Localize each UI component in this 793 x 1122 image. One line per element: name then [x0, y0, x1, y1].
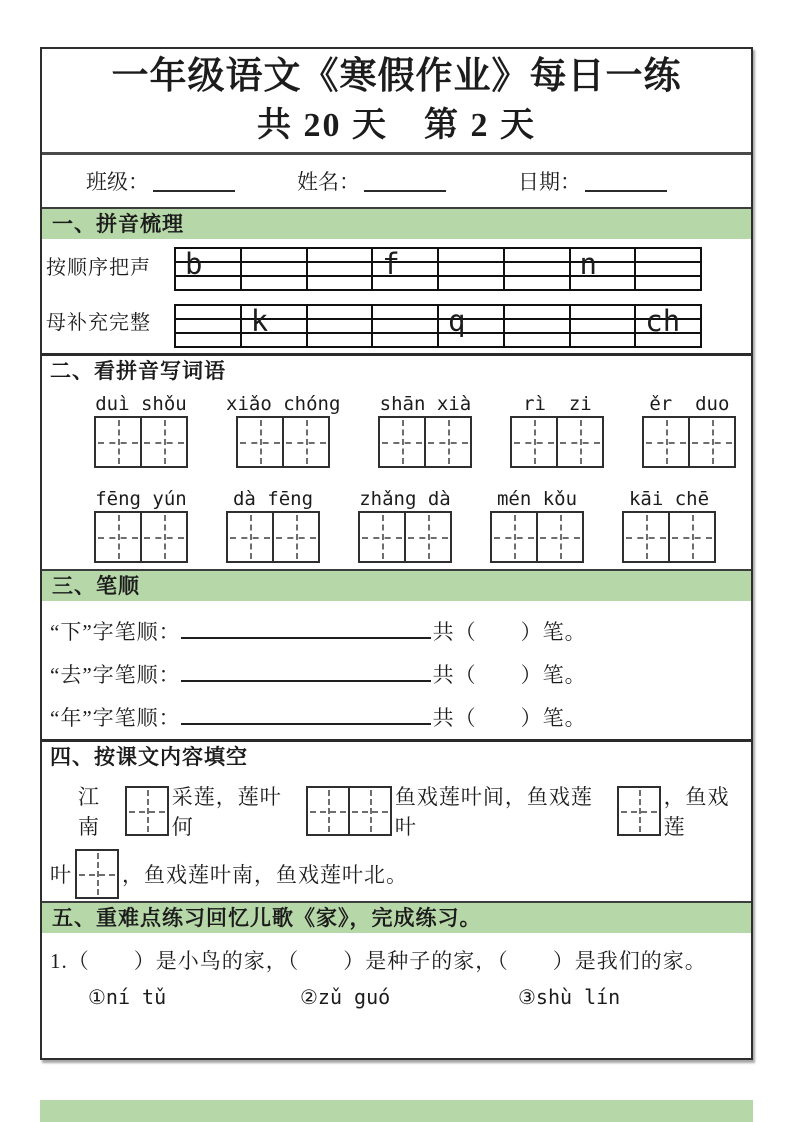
pinyin-grid-cell — [571, 249, 637, 289]
text-fragment: 采莲，莲叶何 — [171, 785, 282, 839]
hanzi-writing-box — [360, 513, 404, 561]
hanzi-writing-box — [140, 418, 186, 466]
hanzi-writing-box-pair — [622, 511, 716, 563]
student-info-row — [42, 155, 751, 207]
hanzi-fill-box-group — [617, 786, 661, 836]
pinyin-grid-cell — [439, 249, 505, 289]
stroke-order-prompt: “去”字笔顺： — [50, 663, 181, 687]
pinyin-word-label: shān xià — [379, 393, 472, 415]
pinyin-four-line-grid — [174, 247, 702, 291]
hanzi-writing-box — [556, 418, 602, 466]
section-pinyin-review — [42, 239, 751, 353]
section-stroke-order — [42, 601, 751, 739]
hanzi-writing-box — [644, 418, 688, 466]
pinyin-word-label: zhǎng dà — [359, 488, 451, 510]
pinyin-grid-cell — [373, 306, 439, 346]
side-note — [46, 247, 174, 353]
worksheet-page — [40, 47, 753, 1060]
hanzi-writing-box-pair — [378, 416, 472, 468]
pinyin-word-label: fēng yún — [95, 488, 187, 510]
hanzi-fill-box — [619, 788, 659, 834]
word-unit — [226, 487, 320, 563]
option-1: ①ní tǔ — [88, 985, 167, 1009]
page-title-line1: 一年级语文《寒假作业》每日一练 — [111, 56, 682, 97]
section-header-key-practice: 五、重难点练习回忆儿歌《家》，完成练习。 — [42, 901, 751, 933]
pinyin-grid-cell — [571, 306, 637, 346]
word-unit — [642, 392, 736, 468]
text-fragment: ，鱼戏莲 — [663, 785, 730, 839]
word-unit — [358, 487, 452, 563]
section-pinyin-to-words — [42, 387, 751, 569]
pinyin-grids — [174, 247, 702, 353]
pinyin-grid-cell — [505, 249, 571, 289]
hanzi-writing-box — [380, 418, 424, 466]
option-3: ③shù lín — [518, 985, 621, 1009]
stroke-count-suffix: 共（ ）笔。 — [432, 663, 587, 687]
pinyin-word-label: duì shǒu — [95, 393, 187, 415]
name-label: 姓名： — [297, 170, 360, 194]
hanzi-writing-box-pair — [358, 511, 452, 563]
word-unit — [510, 392, 604, 468]
class-label: 班级： — [86, 170, 149, 194]
hanzi-writing-box — [272, 513, 318, 561]
stroke-order-row — [50, 654, 751, 697]
stroke-count-suffix: 共（ ）笔。 — [432, 620, 587, 644]
pinyin-grid-cell — [505, 306, 571, 346]
word-unit — [622, 487, 716, 563]
pinyin-letter: q — [448, 304, 466, 339]
word-row-1 — [42, 392, 751, 468]
hanzi-writing-box-pair — [236, 416, 330, 468]
pinyin-grid-cell — [176, 249, 242, 289]
date-blank-line — [585, 170, 667, 192]
section-header-pinyin-review: 一、拼音梳理 — [42, 207, 751, 239]
side-note-line2: 母补充完整 — [46, 312, 151, 334]
hanzi-writing-box — [96, 513, 140, 561]
hanzi-writing-box — [668, 513, 714, 561]
answer-blank-line — [181, 705, 431, 725]
name-blank-line — [364, 170, 446, 192]
class-blank-line — [153, 170, 235, 192]
pinyin-grid-cell — [242, 306, 308, 346]
pinyin-letter: ch — [645, 304, 681, 339]
pinyin-grid-cell — [439, 306, 505, 346]
word-unit — [378, 392, 472, 468]
pinyin-grid-cell — [242, 249, 308, 289]
text-fragment: 叶 — [50, 863, 72, 887]
section-text-fill — [42, 773, 751, 901]
hanzi-writing-box-pair — [510, 416, 604, 468]
text-fragment: 鱼戏莲叶间，鱼戏莲叶 — [394, 785, 593, 839]
pinyin-letter: k — [250, 304, 269, 339]
stroke-order-prompt: “下”字笔顺： — [50, 620, 181, 644]
hanzi-writing-box — [404, 513, 450, 561]
hanzi-fill-box — [127, 788, 167, 834]
pinyin-letter: f — [382, 247, 400, 282]
hanzi-writing-box — [96, 418, 140, 466]
word-unit — [94, 392, 188, 468]
options-row — [50, 985, 751, 1009]
section-header-text-fill: 四、按课文内容填空 — [42, 739, 751, 773]
side-note-line1: 按顺序把声 — [46, 257, 151, 279]
fill-text-line — [42, 781, 751, 841]
pinyin-word-label: kāi chē — [628, 488, 710, 510]
answer-blank-line — [181, 619, 431, 639]
hanzi-writing-box — [282, 418, 328, 466]
text-fragment: 江南 — [78, 785, 100, 839]
section-header-stroke-order: 三、笔顺 — [42, 569, 751, 601]
pinyin-grid-cell — [176, 306, 242, 346]
pinyin-four-line-grid — [174, 304, 702, 348]
pinyin-word-label: mén kǒu — [496, 488, 578, 510]
pinyin-grid-cell — [308, 249, 374, 289]
next-section-strip — [40, 1100, 753, 1122]
stroke-order-row — [50, 611, 751, 654]
question-text: 1.（ ）是小鸟的家，（ ）是种子的家，（ ）是我们的家。 — [50, 949, 707, 973]
word-unit — [490, 487, 584, 563]
text-fragment: ，鱼戏莲叶南，鱼戏莲叶北。 — [122, 863, 408, 887]
stroke-count-suffix: 共（ ）笔。 — [432, 706, 587, 730]
hanzi-writing-box — [140, 513, 186, 561]
hanzi-writing-box — [424, 418, 470, 466]
word-unit — [226, 392, 340, 468]
hanzi-writing-box — [536, 513, 582, 561]
hanzi-fill-box — [348, 788, 390, 834]
answer-blank-line — [181, 662, 431, 682]
pinyin-letter: n — [579, 247, 597, 282]
title-block — [42, 49, 751, 155]
hanzi-writing-box — [688, 418, 734, 466]
pinyin-word-label: dà fēng — [232, 488, 314, 510]
date-label: 日期： — [518, 170, 581, 194]
pinyin-grid-cell — [636, 306, 700, 346]
stroke-order-row — [50, 697, 751, 740]
pinyin-grid-cell — [373, 249, 439, 289]
stroke-order-prompt: “年”字笔顺： — [50, 706, 181, 730]
hanzi-writing-box-pair — [642, 416, 736, 468]
section-header-pinyin-to-words: 二、看拼音写词语 — [42, 353, 751, 387]
pinyin-grid-cell — [636, 249, 700, 289]
hanzi-writing-box — [492, 513, 536, 561]
hanzi-fill-box-group — [306, 786, 392, 836]
hanzi-writing-box-pair — [94, 416, 188, 468]
fill-text-line — [42, 849, 751, 899]
word-row-2 — [42, 487, 751, 563]
hanzi-writing-box — [624, 513, 668, 561]
pinyin-word-label: rì zi — [523, 393, 592, 415]
hanzi-fill-box-group — [75, 849, 119, 899]
hanzi-writing-box-pair — [94, 511, 188, 563]
hanzi-fill-box — [77, 851, 117, 897]
hanzi-writing-box-pair — [490, 511, 584, 563]
hanzi-writing-box — [512, 418, 556, 466]
pinyin-word-label: xiǎo chóng — [226, 393, 341, 415]
word-unit — [94, 487, 188, 563]
page-title-line2: 共 20 天 第 2 天 — [257, 107, 536, 144]
section-key-practice — [42, 933, 751, 1009]
hanzi-writing-box — [228, 513, 272, 561]
option-2: ②zǔ guó — [300, 985, 391, 1009]
pinyin-letter: b — [185, 247, 203, 282]
hanzi-fill-box-group — [125, 786, 169, 836]
hanzi-fill-box — [308, 788, 348, 834]
hanzi-writing-box — [238, 418, 282, 466]
pinyin-grid-cell — [308, 306, 374, 346]
hanzi-writing-box-pair — [226, 511, 320, 563]
pinyin-word-label: ěr duo — [649, 393, 730, 415]
